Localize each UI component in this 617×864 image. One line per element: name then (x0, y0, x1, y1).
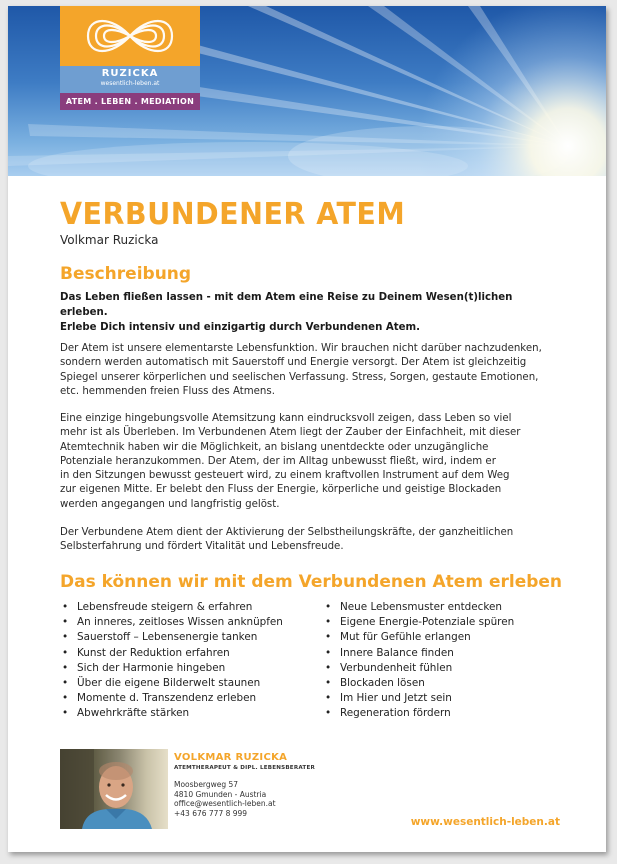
author: Volkmar Ruzicka (60, 233, 159, 247)
logo-name: RUZICKA (101, 68, 159, 79)
benefits-list-right (323, 600, 514, 722)
benefits-list-left (60, 600, 283, 722)
list-item: • Lebensfreude steigern & erfahren (60, 600, 283, 615)
list-item: • Innere Balance finden (323, 646, 514, 661)
list-item: • Über die eigene Bilderwelt staunen (60, 676, 283, 691)
contact-role: ATEMTHERAPEUT & DIPL. LEBENSBERATER (174, 765, 315, 771)
flyer-page (8, 6, 606, 852)
list-item: • Momente d. Transzendenz erleben (60, 691, 283, 706)
footer (60, 749, 560, 829)
contact-phone[interactable]: +43 676 777 8 999 (174, 808, 248, 818)
brand-logo (60, 6, 200, 110)
page-title: VERBUNDENER ATEM (60, 197, 406, 232)
list-item: • Im Hier und Jetzt sein (323, 691, 514, 706)
list-item: • Eigene Energie-Potenziale spüren (323, 615, 514, 630)
sky-header-image (8, 6, 606, 176)
main-content (60, 197, 563, 720)
logo-emblem (60, 6, 200, 66)
paragraph-1: Der Atem ist unsere elementarste Lebensfunktion. Wir brauchen nicht darüber nachzudenken, sondern werden automatisch mit Sauerstoff und Energie versorgt. Der Atem ist gleichzeitig Spiegel unserer körperlichen und seelischen Verfassung. Stress, Sorgen, gestaute Emotionen, etc. hemmenden freien Fluss des Atmens. (60, 343, 542, 397)
person-icon (60, 749, 168, 829)
paragraph-2: Eine einzige hingebungsvolle Atemsitzung kann eindrucksvoll zeigen, dass Leben so viel mehr ist als Überleben. Im Verbundenen Atem liegt der Zauber der Einfachheit, mit dieser Atemtechnik haben wir die Möglichkeit, an bislang unentdeckte oder unzugängliche Potenziale heranzukommen. Der Atem, der im Alltag unbewusst fließt, wird, indem er in den Sitzungen bewusst gesteuert wird, zu einem kraftvollen Instrument auf dem Weg zur eigenen Mitte. Er belebt den Fluss der Energie, körperliche und geistige Blockaden werden angegangen und langfristig gelöst. (60, 413, 521, 510)
logo-name-band (60, 66, 200, 93)
list-item: • Regeneration fördern (323, 706, 514, 721)
knot-icon (60, 6, 200, 66)
logo-url: wesentlich-leben.at (100, 80, 160, 87)
list-item: • Sauerstoff – Lebensenergie tanken (60, 630, 283, 645)
list-item: • Neue Lebensmuster entdecken (323, 600, 514, 615)
list-item: • Mut für Gefühle erlangen (323, 630, 514, 645)
benefits-heading: Das können wir mit dem Verbundenen Atem erleben (60, 572, 563, 592)
contact-street: Moosbergweg 57 (174, 780, 239, 789)
contact-block (174, 752, 315, 818)
list-item: • Blockaden lösen (323, 676, 514, 691)
lead-text: Das Leben fließen lassen - mit dem Atem eine Reise zu Deinem Wesen(t)lichen erleben. Erlebe Dich intensiv und einzigartig durch Verbundenen Atem. (60, 292, 513, 333)
paragraph-3: Der Verbundene Atem dient der Aktivierung der Selbstheilungskräfte, der ganzheitlichen Selbsterfahrung und fördert Vitalität und Lebensfreude. (60, 527, 514, 553)
contact-email[interactable]: office@wesentlich-leben.at (174, 799, 276, 808)
website-link[interactable]: www.wesentlich-leben.at (410, 816, 560, 828)
list-item: • Kunst der Reduktion erfahren (60, 646, 283, 661)
list-item: • Abwehrkräfte stärken (60, 706, 283, 721)
contact-city: 4810 Gmunden - Austria (174, 789, 267, 799)
contact-name: VOLKMAR RUZICKA (174, 752, 288, 763)
portrait-photo (60, 749, 168, 829)
list-item: • Sich der Harmonie hingeben (60, 661, 283, 676)
list-item: • Verbundenheit fühlen (323, 661, 514, 676)
description-heading: Beschreibung (60, 264, 192, 284)
list-item: • An inneres, zeitloses Wissen anknüpfen (60, 615, 283, 630)
logo-tagline: ATEM . LEBEN . MEDIATION (60, 93, 200, 110)
